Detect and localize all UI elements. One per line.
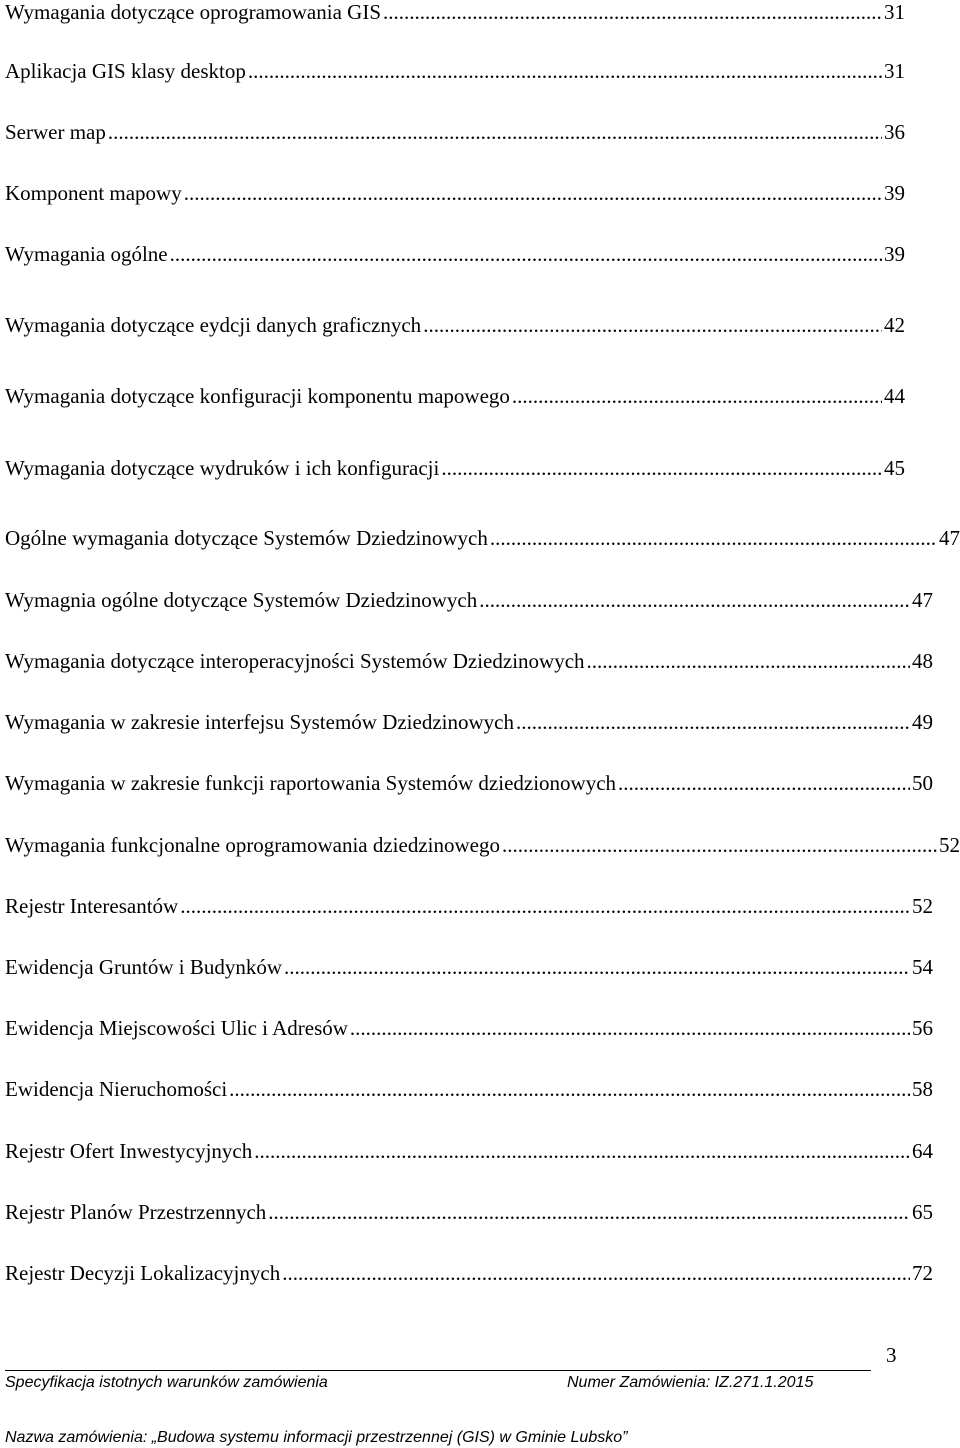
toc-entry-title: Wymagania dotyczące konfiguracji komponentu mapowego (5, 384, 510, 408)
toc-leader-dots (383, 0, 882, 27)
toc-entry-page: 49 (912, 710, 933, 734)
toc-entry-title: Ewidencja Miejscowości Ulic i Adresów (5, 1016, 348, 1040)
toc-entry[interactable] (5, 1136, 933, 1166)
toc-entry[interactable] (5, 830, 960, 860)
toc-entry[interactable] (5, 768, 933, 798)
footer-order-number: Numer Zamówienia: IZ.271.1.2015 (567, 1374, 814, 1391)
toc-entry-page: 64 (912, 1139, 933, 1163)
toc-entry-title: Ogólne wymagania dotyczące Systemów Dziedzinowych (5, 526, 488, 550)
toc-leader-dots (170, 239, 882, 269)
toc-entry-title: Wymagania w zakresie interfejsu Systemów Dziedzinowych (5, 710, 514, 734)
toc-entry-page: 45 (884, 456, 905, 480)
toc-entry-page: 65 (912, 1200, 933, 1224)
toc-entry[interactable] (5, 1074, 933, 1104)
toc-entry[interactable] (5, 707, 933, 737)
footer-order-name: Nazwa zamówienia: „Budowa systemu informacji przestrzennej (GIS) w Gminie Lubsko” (5, 1429, 628, 1446)
toc-leader-dots (254, 1136, 910, 1166)
toc-entry-page: 36 (884, 120, 905, 144)
toc-entry-page: 47 (912, 588, 933, 612)
toc-entry-title: Wymagania funkcjonalne oprogramowania dziedzinowego (5, 833, 500, 857)
toc-leader-dots (282, 1258, 910, 1288)
toc-entry-page: 56 (912, 1016, 933, 1040)
toc-entry-title: Wymagania dotyczące eydcji danych graficznych (5, 313, 422, 337)
toc-entry-title: Rejestr Planów Przestrzennych (5, 1200, 267, 1224)
toc-entry[interactable] (5, 523, 960, 553)
toc-entry-title: Wymagania dotyczące interoperacyjności Systemów Dziedzinowych (5, 649, 585, 673)
toc-entry[interactable] (5, 453, 905, 483)
toc-entry[interactable] (5, 1197, 933, 1227)
toc-entry-title: Ewidencja Nieruchomości (5, 1077, 228, 1101)
toc-leader-dots (268, 1197, 910, 1227)
toc-leader-dots (248, 56, 882, 86)
toc-entry-page: 39 (884, 242, 905, 266)
toc-entry[interactable] (5, 952, 933, 982)
toc-entry-title: Rejestr Interesantów (5, 894, 179, 918)
toc-entry-page: 52 (939, 833, 960, 857)
toc-entry-title: Wymagania dotyczące wydruków i ich konfiguracji (5, 456, 440, 480)
toc-entry[interactable] (5, 239, 905, 269)
toc-entry-page: 39 (884, 181, 905, 205)
toc-entry-title: Rejestr Decyzji Lokalizacyjnych (5, 1261, 281, 1285)
toc-entry-title: Ewidencja Gruntów i Budynków (5, 955, 283, 979)
toc-entry-title: Aplikacja GIS klasy desktop (5, 59, 246, 83)
toc-entry-page: 54 (912, 955, 933, 979)
toc-entry[interactable] (5, 381, 905, 411)
toc-leader-dots (184, 178, 882, 208)
toc-entry-title: Wymagania w zakresie funkcji raportowania Systemów dziedzionowych (5, 771, 617, 795)
toc-entry[interactable] (5, 585, 933, 615)
toc-leader-dots (516, 707, 910, 737)
toc-entry[interactable] (5, 891, 933, 921)
toc-entry-title: Rejestr Ofert Inwestycyjnych (5, 1139, 253, 1163)
toc-entry-title: Wymagania dotyczące oprogramowania GIS (5, 0, 382, 24)
toc-entry[interactable] (5, 117, 905, 147)
toc-entry[interactable] (5, 646, 933, 676)
toc-leader-dots (441, 453, 882, 483)
toc-entry[interactable] (5, 1258, 933, 1288)
page-number: 3 (886, 1343, 897, 1367)
toc-entry-page: 72 (912, 1261, 933, 1285)
toc-entry-page: 44 (884, 384, 905, 408)
toc-leader-dots (350, 1013, 910, 1043)
toc-entry-title: Komponent mapowy (5, 181, 182, 205)
toc-leader-dots (502, 830, 937, 860)
toc-leader-dots (512, 381, 882, 411)
toc-entry-page: 42 (884, 313, 905, 337)
toc-entry-title: Wymagania ogólne (5, 242, 168, 266)
toc-entry-page: 58 (912, 1077, 933, 1101)
toc-entry-page: 48 (912, 649, 933, 673)
footer-divider (5, 1370, 871, 1371)
toc-leader-dots (229, 1074, 910, 1104)
toc-entry-title: Serwer map (5, 120, 106, 144)
toc-leader-dots (490, 523, 937, 553)
toc-leader-dots (108, 117, 882, 147)
toc-entry[interactable] (5, 310, 905, 340)
toc-leader-dots (423, 310, 882, 340)
toc-leader-dots (587, 646, 910, 676)
toc-entry-page: 47 (939, 526, 960, 550)
toc-entry[interactable] (5, 1013, 933, 1043)
toc-entry[interactable] (5, 0, 905, 27)
toc-leader-dots (618, 768, 910, 798)
toc-entry[interactable] (5, 56, 905, 86)
toc-entry[interactable] (5, 178, 905, 208)
toc-leader-dots (180, 891, 910, 921)
toc-entry-page: 52 (912, 894, 933, 918)
toc-entry-page: 50 (912, 771, 933, 795)
toc-entry-page: 31 (884, 0, 905, 24)
toc-entry-title: Wymagnia ogólne dotyczące Systemów Dziedzinowych (5, 588, 478, 612)
toc-leader-dots (479, 585, 910, 615)
footer-spec-title: Specyfikacja istotnych warunków zamówienia (5, 1374, 328, 1391)
toc-entry-page: 31 (884, 59, 905, 83)
toc-leader-dots (284, 952, 910, 982)
